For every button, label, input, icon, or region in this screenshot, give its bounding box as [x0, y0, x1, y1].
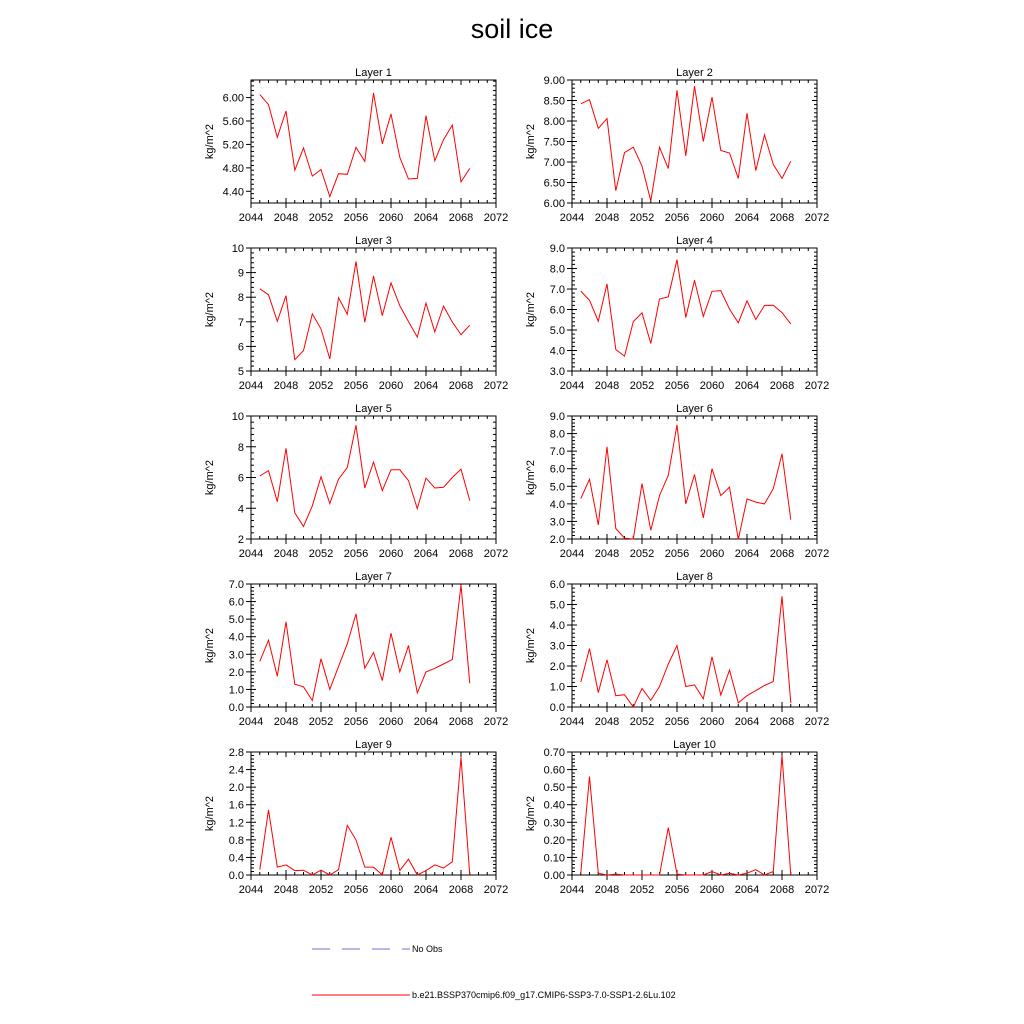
x-tick-label: 2044	[559, 716, 585, 728]
y-tick-label: 2.4	[228, 764, 244, 777]
x-tick-label: 2068	[769, 212, 795, 224]
y-tick-label: 0.10	[543, 852, 565, 865]
y-tick-label: 4.40	[222, 186, 244, 199]
y-tick-label: 0.0	[228, 702, 244, 714]
x-tick-label: 2048	[273, 548, 299, 560]
y-tick-label: 0.70	[543, 747, 565, 759]
x-tick-label: 2072	[804, 380, 830, 392]
x-tick-label: 2060	[699, 380, 725, 392]
y-tick-label: 4.0	[549, 620, 565, 632]
chart-panel-2	[525, 67, 829, 224]
x-tick-label: 2048	[273, 716, 299, 728]
y-tick-label: 1.0	[549, 681, 565, 694]
chart-title: Layer 3	[355, 235, 392, 247]
x-tick-label: 2048	[594, 716, 620, 728]
chart-title: Layer 8	[676, 571, 713, 583]
x-tick-label: 2072	[804, 884, 830, 896]
y-tick-label: 0.40	[543, 799, 565, 812]
x-tick-label: 2044	[238, 212, 264, 224]
y-tick-label: 6	[237, 341, 244, 354]
y-axis-label: kg/m^2	[204, 459, 216, 496]
x-tick-label: 2056	[664, 548, 690, 560]
y-tick-label: 8.50	[543, 95, 565, 108]
x-tick-label: 2064	[413, 380, 439, 392]
chart-title: Layer 4	[676, 235, 713, 247]
y-tick-label: 0.00	[543, 870, 565, 882]
y-tick-label: 5.0	[549, 325, 565, 337]
plot-frame	[572, 248, 817, 371]
y-axis-label: kg/m^2	[525, 627, 537, 664]
chart-panel-8	[525, 571, 829, 728]
x-tick-label: 2060	[378, 716, 404, 728]
x-tick-label: 2056	[664, 716, 690, 728]
chart-panel-9	[204, 739, 508, 896]
x-tick-label: 2056	[343, 212, 369, 224]
plot-frame	[251, 80, 496, 203]
x-tick-label: 2044	[559, 548, 585, 560]
chart-panel-6	[525, 403, 829, 560]
x-tick-label: 2044	[559, 884, 585, 896]
x-tick-label: 2064	[734, 548, 760, 560]
x-tick-label: 2064	[734, 380, 760, 392]
series-line	[581, 425, 791, 540]
y-tick-label: 7.50	[543, 136, 565, 149]
y-tick-label: 5.0	[228, 614, 244, 627]
y-tick-label: 7.0	[549, 446, 565, 459]
series-line	[260, 425, 470, 526]
chart-title: Layer 1	[355, 67, 392, 79]
legend-obs-line	[312, 944, 412, 954]
chart-title: Layer 6	[676, 403, 713, 415]
y-tick-label: 7	[237, 316, 244, 329]
x-tick-label: 2056	[664, 380, 690, 392]
y-tick-label: 9.0	[549, 243, 565, 255]
y-tick-label: 5.0	[549, 481, 565, 494]
y-tick-label: 2.0	[549, 661, 565, 673]
x-tick-label: 2056	[664, 212, 690, 224]
x-tick-label: 2052	[308, 716, 334, 728]
chart-panel-4	[525, 235, 829, 392]
y-tick-label: 4.0	[549, 498, 565, 511]
y-tick-label: 6.00	[543, 198, 565, 210]
x-tick-label: 2048	[273, 212, 299, 224]
plot-frame	[572, 584, 817, 707]
y-tick-label: 9.0	[549, 411, 565, 423]
x-tick-label: 2052	[308, 884, 334, 896]
x-tick-label: 2052	[629, 884, 655, 896]
y-tick-label: 6.0	[549, 579, 565, 591]
x-tick-label: 2072	[483, 212, 509, 224]
x-tick-label: 2068	[769, 716, 795, 728]
legend-obs-label: No Obs	[412, 944, 443, 954]
x-tick-label: 2064	[413, 884, 439, 896]
y-tick-label: 7.00	[543, 157, 565, 169]
y-tick-label: 2.0	[549, 534, 565, 546]
x-tick-label: 2056	[343, 884, 369, 896]
x-tick-label: 2072	[483, 716, 509, 728]
y-tick-label: 3.0	[549, 640, 565, 653]
x-tick-label: 2068	[769, 548, 795, 560]
y-tick-label: 2.0	[228, 782, 244, 795]
y-tick-label: 0.20	[543, 834, 565, 847]
x-tick-label: 2056	[343, 716, 369, 728]
x-tick-label: 2044	[559, 212, 585, 224]
y-tick-label: 10	[231, 411, 244, 423]
y-axis-label: kg/m^2	[204, 123, 216, 160]
series-line	[260, 757, 470, 875]
y-tick-label: 6	[237, 472, 244, 485]
y-tick-label: 4.0	[549, 345, 565, 358]
x-tick-label: 2048	[594, 884, 620, 896]
x-tick-label: 2044	[238, 380, 264, 392]
x-tick-label: 2072	[483, 548, 509, 560]
x-tick-label: 2048	[594, 380, 620, 392]
y-tick-label: 8.00	[543, 116, 565, 128]
y-tick-label: 2	[237, 534, 244, 546]
y-tick-label: 5	[237, 366, 244, 378]
x-tick-label: 2064	[413, 212, 439, 224]
x-tick-label: 2060	[699, 716, 725, 728]
x-tick-label: 2064	[413, 548, 439, 560]
x-tick-label: 2068	[448, 548, 474, 560]
y-axis-label: kg/m^2	[204, 627, 216, 664]
series-line	[260, 585, 470, 701]
y-tick-label: 5.20	[222, 139, 244, 152]
x-tick-label: 2060	[378, 548, 404, 560]
x-tick-label: 2048	[273, 884, 299, 896]
y-axis-label: kg/m^2	[204, 291, 216, 328]
x-tick-label: 2044	[559, 380, 585, 392]
x-tick-label: 2068	[448, 380, 474, 392]
y-tick-label: 1.6	[228, 799, 244, 812]
y-axis-label: kg/m^2	[525, 123, 537, 160]
y-tick-label: 3.0	[549, 366, 565, 378]
y-tick-label: 0.0	[228, 870, 244, 882]
x-tick-label: 2060	[378, 380, 404, 392]
chart-title: Layer 7	[355, 571, 392, 583]
x-tick-label: 2056	[343, 380, 369, 392]
x-tick-label: 2052	[308, 212, 334, 224]
x-tick-label: 2048	[273, 380, 299, 392]
chart-panel-7	[204, 571, 508, 728]
x-tick-label: 2064	[413, 716, 439, 728]
y-tick-label: 6.50	[543, 177, 565, 190]
y-axis-label: kg/m^2	[525, 291, 537, 328]
chart-panel-3	[204, 235, 508, 392]
x-tick-label: 2060	[699, 212, 725, 224]
y-tick-label: 8.0	[549, 428, 565, 441]
x-tick-label: 2060	[378, 212, 404, 224]
y-tick-label: 3.0	[549, 516, 565, 529]
y-tick-label: 3.0	[228, 649, 244, 662]
x-tick-label: 2060	[378, 884, 404, 896]
chart-panel-5	[204, 403, 508, 560]
x-tick-label: 2064	[734, 212, 760, 224]
x-tick-label: 2044	[238, 884, 264, 896]
y-tick-label: 4	[237, 503, 244, 516]
x-tick-label: 2072	[804, 212, 830, 224]
x-tick-label: 2068	[769, 380, 795, 392]
plot-frame	[572, 752, 817, 875]
plot-frame	[251, 752, 496, 875]
x-tick-label: 2072	[804, 716, 830, 728]
x-tick-label: 2052	[629, 716, 655, 728]
x-tick-label: 2056	[664, 884, 690, 896]
x-tick-label: 2068	[448, 212, 474, 224]
x-tick-label: 2056	[343, 548, 369, 560]
y-tick-label: 5.0	[549, 599, 565, 612]
y-tick-label: 0.50	[543, 782, 565, 795]
series-line	[260, 262, 470, 360]
y-tick-label: 7.0	[549, 284, 565, 296]
x-tick-label: 2052	[308, 380, 334, 392]
x-tick-label: 2052	[629, 380, 655, 392]
y-tick-label: 0.4	[228, 852, 244, 865]
y-tick-label: 9	[237, 267, 244, 280]
y-tick-label: 7.0	[228, 579, 244, 591]
y-tick-label: 4.80	[222, 162, 244, 175]
y-tick-label: 5.60	[222, 116, 244, 128]
y-tick-label: 2.0	[228, 666, 244, 679]
y-axis-label: kg/m^2	[525, 795, 537, 832]
plot-frame	[572, 416, 817, 539]
y-tick-label: 0.30	[543, 817, 565, 830]
y-tick-label: 0.8	[228, 834, 244, 847]
series-line	[581, 596, 791, 707]
x-tick-label: 2052	[629, 212, 655, 224]
plot-frame	[251, 416, 496, 539]
page-title: soil ice	[470, 14, 554, 44]
x-tick-label: 2044	[238, 716, 264, 728]
y-tick-label: 0.60	[543, 764, 565, 777]
chart-panel-1	[204, 67, 508, 224]
series-line	[260, 93, 470, 197]
chart-title: Layer 9	[355, 739, 392, 751]
legend-series-label: b.e21.BSSP370cmip6.f09_g17.CMIP6-SSP3-7.0-SSP1-2.6Lu.102	[412, 990, 676, 1000]
x-tick-label: 2068	[448, 884, 474, 896]
chart-title: Layer 10	[673, 739, 716, 751]
y-tick-label: 8.0	[549, 263, 565, 276]
x-tick-label: 2072	[804, 548, 830, 560]
x-tick-label: 2072	[483, 884, 509, 896]
y-tick-label: 2.8	[228, 747, 244, 759]
chart-title: Layer 2	[676, 67, 713, 79]
y-tick-label: 6.0	[228, 596, 244, 609]
y-tick-label: 6.0	[549, 304, 565, 317]
y-tick-label: 8	[237, 441, 244, 454]
y-tick-label: 9.00	[543, 75, 565, 87]
y-axis-label: kg/m^2	[204, 795, 216, 832]
series-line	[581, 756, 791, 876]
y-tick-label: 10	[231, 243, 244, 255]
series-line	[581, 86, 791, 201]
x-tick-label: 2048	[594, 548, 620, 560]
y-tick-label: 6.00	[222, 92, 244, 105]
plot-frame	[572, 80, 817, 203]
y-tick-label: 8	[237, 292, 244, 305]
y-tick-label: 0.0	[549, 702, 565, 714]
y-tick-label: 4.0	[228, 631, 244, 644]
x-tick-label: 2072	[483, 380, 509, 392]
x-tick-label: 2068	[448, 716, 474, 728]
x-tick-label: 2052	[629, 548, 655, 560]
x-tick-label: 2068	[769, 884, 795, 896]
x-tick-label: 2052	[308, 548, 334, 560]
x-tick-label: 2060	[699, 548, 725, 560]
x-tick-label: 2044	[238, 548, 264, 560]
x-tick-label: 2064	[734, 716, 760, 728]
y-tick-label: 6.0	[549, 463, 565, 476]
series-line	[581, 260, 791, 357]
y-tick-label: 1.0	[228, 684, 244, 697]
chart-panel-10	[525, 739, 829, 896]
legend-series-line	[312, 990, 412, 1000]
y-tick-label: 1.2	[228, 817, 244, 830]
chart-title: Layer 5	[355, 403, 392, 415]
y-axis-label: kg/m^2	[525, 459, 537, 496]
x-tick-label: 2064	[734, 884, 760, 896]
x-tick-label: 2048	[594, 212, 620, 224]
x-tick-label: 2060	[699, 884, 725, 896]
